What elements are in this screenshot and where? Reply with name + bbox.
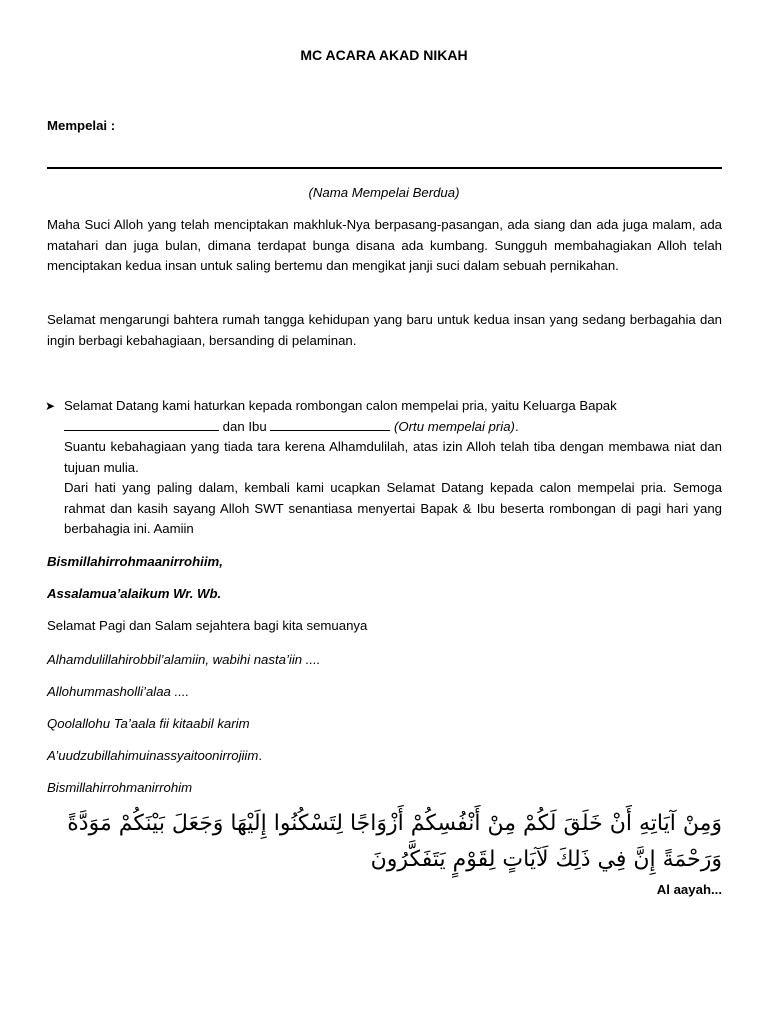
salam-bold: Assalamua’alaikum Wr. Wb. xyxy=(47,586,222,601)
name-line xyxy=(47,167,722,169)
welcome-line-4: Dari hati yang paling dalam, kembali kami ucapkan Selamat Datang kepada calon mempelai pria. Semoga rahmat dan kasih sayang Alloh SWT senantiasa menyertai Bapak & Ibu beserta rombongan di pagi hari yang berbahagia ini. Aamiin xyxy=(64,480,722,536)
page-title: MC ACARA AKAD NIKAH xyxy=(300,47,468,63)
father-name-blank xyxy=(64,417,219,431)
welcome-line-1: Selamat Datang kami haturkan kepada rombongan calon mempelai pria, yaitu Keluarga Bapak xyxy=(64,398,617,413)
ortu-note: (Ortu mempelai pria) xyxy=(394,418,515,434)
welcome-text xyxy=(64,396,722,540)
welcome-line-3: Suantu kebahagiaan yang tiada tara kerena Alhamdulilah, atas izin Alloh telah tiba dengan membawa niat dan tujuan mulia. xyxy=(64,439,722,475)
al-aayah-label: Al aayah... xyxy=(656,882,722,897)
nama-caption: (Nama Mempelai Berdua) xyxy=(308,185,460,200)
alhamdulillah-line: Alhamdulillahirobbil’alamiin, wabihi nasta’iin .... xyxy=(47,652,321,667)
arrow-bullet-icon: ➤ xyxy=(45,399,56,413)
sholawat-line: Allohummasholli’alaa .... xyxy=(47,684,190,699)
congratulation-paragraph xyxy=(47,310,722,351)
qoolallohu-line: Qoolallohu Ta’aala fii kitaabil karim xyxy=(47,716,250,731)
audzubillah-line: A’uudzubillahimuinassyaitoonirrojiim xyxy=(47,748,259,763)
bismillah-bold: Bismillahirrohmaanirrohiim, xyxy=(47,554,223,569)
opening-paragraph xyxy=(47,215,722,277)
dan-ibu-label: dan Ibu xyxy=(222,418,267,434)
audzubillah-row xyxy=(47,746,722,767)
paragraph-2: Selamat mengarungi bahtera rumah tangga kehidupan yang baru untuk kedua insan yang sedang berbagahia dan ingin berbagi kebahagiaan, bersanding di pelaminan. xyxy=(47,312,722,348)
bismillah-line: Bismillahirrohmanirrohim xyxy=(47,780,193,795)
welcome-bullet xyxy=(45,396,722,540)
mother-name-blank xyxy=(270,417,390,431)
mempelai-label: Mempelai : xyxy=(47,118,116,133)
greeting-line: Selamat Pagi dan Salam sejahtera bagi kita semuanya xyxy=(47,618,368,633)
audzubillah-period: . xyxy=(258,748,263,763)
ortu-period: . xyxy=(514,418,519,434)
arabic-verse: وَمِنْ آيَاتِهِ أَنْ خَلَقَ لَكُمْ مِنْ أَنْفُسِكُمْ أَزْوَاجًا لِتَسْكُنُوا إِلَيْهَا وَجَعَلَ بَيْنَكُمْ مَوَدَّةً وَرَحْمَةً إِنَّ فِي ذَلِكَ لَآيَاتٍ لِقَوْمٍ يَتَفَكَّرُونَ xyxy=(67,811,722,872)
paragraph-1: Maha Suci Alloh yang telah menciptakan makhluk-Nya berpasang-pasangan, ada siang dan ada juga malam, ada matahari dan juga bulan, dimana terdapat bunga disana ada kumbang. Sungguh membahagiakan Alloh telah menciptakan kedua insan untuk saling bertemu dan mengikat janji suci dalam sebuah pernikahan. xyxy=(47,217,722,273)
